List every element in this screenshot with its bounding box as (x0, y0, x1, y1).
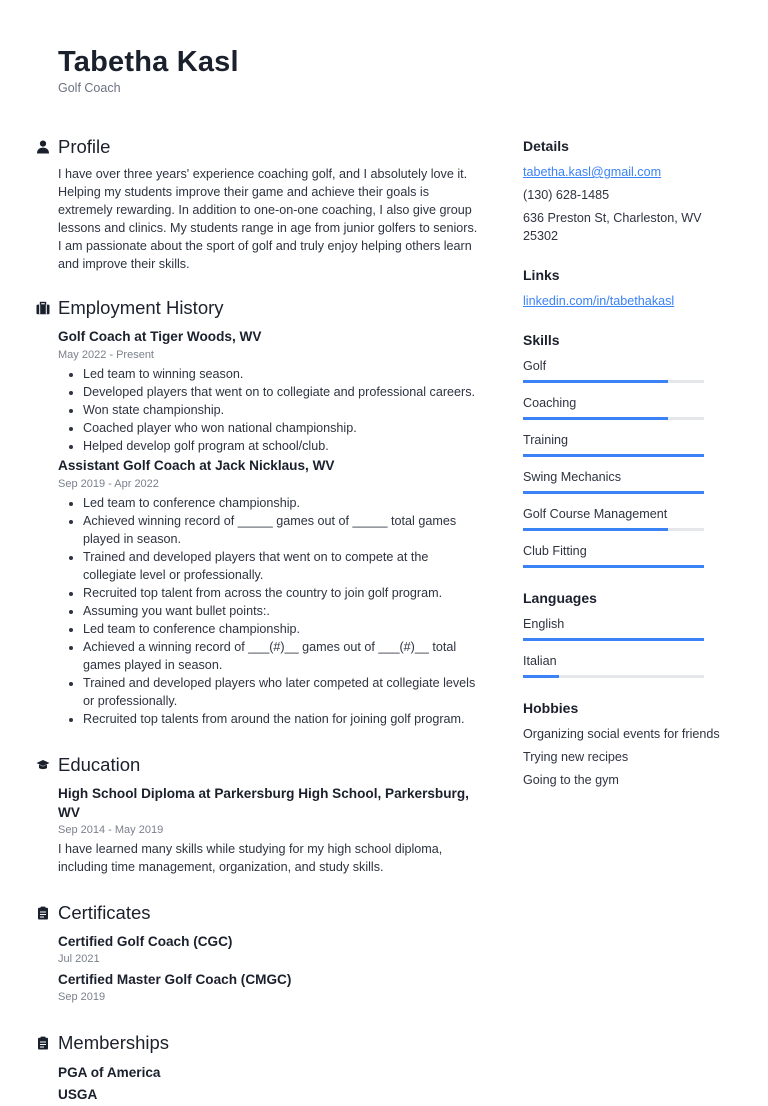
skill-name: Golf Course Management (523, 507, 668, 521)
skill-name: Golf (523, 359, 547, 373)
hobbies-heading: Hobbies (523, 700, 579, 716)
clipboard-icon (36, 1036, 50, 1050)
profile-text: I have over three years' experience coaching golf, and I absolutely love it. Helping my students improve their game and achieve their goals is extremely rewarding. In addition to one-on-one coaching, I also give group lessons and clinics. My students range in age from junior golfers to seniors. I am passionate about the sport of golf and truly enjoy helping others learn and improve their skills. (58, 167, 478, 271)
briefcase-icon (36, 301, 50, 315)
job-title: Golf Coach at Tiger Woods, WV (58, 329, 262, 344)
memberships-heading (58, 1030, 490, 1056)
clipboard-icon (36, 906, 50, 920)
sidebar (523, 137, 723, 789)
education-text: I have learned many skills while studying for my high school diploma, including time management, organization, and study skills. (58, 842, 443, 874)
links-heading: Links (523, 267, 560, 283)
skill-item (523, 468, 723, 494)
hobby-item: Going to the gym (523, 773, 619, 787)
job-bullet: • Led team to conference championship. (83, 494, 483, 512)
skill-name: Club Fitting (523, 544, 587, 558)
profile-heading (58, 134, 490, 160)
skill-bar (523, 565, 704, 568)
details-heading: Details (523, 138, 569, 154)
education-heading (58, 752, 490, 778)
hobby-item: Trying new recipes (523, 750, 629, 764)
language-item (523, 652, 723, 678)
job-date: May 2022 - Present (58, 349, 154, 361)
education-date: Sep 2014 - May 2019 (58, 824, 164, 836)
certificate-title: Certified Master Golf Coach (CMGC) (58, 972, 292, 987)
job-bullets (58, 365, 490, 455)
job-title: Assistant Golf Coach at Jack Nicklaus, WV (58, 458, 335, 473)
job-bullet: • Achieved winning record of _____ games out of _____ total games played in season. (83, 512, 483, 548)
job-bullet: • Achieved a winning record of ___(#)__ games out of ___(#)__ total games played in season. (83, 638, 483, 674)
graduation-cap-icon (36, 758, 50, 772)
job-bullet: • Led team to conference championship. (83, 620, 483, 638)
person-icon (36, 140, 50, 154)
certificate-title: Certified Golf Coach (CGC) (58, 934, 233, 949)
job-bullet: • Assuming you want bullet points:. (83, 602, 483, 620)
linkedin-link[interactable]: linkedin.com/in/tabethakasl (523, 294, 675, 308)
skill-item (523, 357, 723, 383)
candidate-name: Tabetha Kasl (58, 46, 239, 78)
memberships-section (58, 1030, 490, 1106)
job-entry (58, 327, 490, 455)
certificate-date: Jul 2021 (58, 953, 100, 965)
membership-item: PGA of America (58, 1065, 161, 1080)
language-bar (523, 675, 704, 678)
language-name: Italian (523, 654, 557, 668)
address: 636 Preston St, Charleston, WV 25302 (523, 211, 702, 243)
employment-section (58, 295, 490, 728)
employment-heading-text: Employment History (58, 297, 224, 318)
skill-bar (523, 417, 704, 420)
job-bullet: • Coached player who won national championship. (83, 419, 490, 437)
language-name: English (523, 617, 565, 631)
skill-bar (523, 491, 704, 494)
certificates-heading (58, 900, 490, 926)
languages-heading: Languages (523, 590, 597, 606)
education-title: High School Diploma at Parkersburg High School, Parkersburg, WV (58, 786, 469, 820)
job-bullet: • Developed players that went on to collegiate and professional careers. (83, 383, 490, 401)
skill-bar (523, 380, 704, 383)
skill-bar-fill (523, 454, 704, 457)
skill-bar-fill (523, 380, 668, 383)
language-item (523, 615, 723, 641)
skill-bar-fill (523, 417, 668, 420)
skill-item (523, 394, 723, 420)
skill-item (523, 505, 723, 531)
skill-name: Training (523, 433, 569, 447)
language-bar-fill (523, 638, 704, 641)
job-entry (58, 456, 490, 728)
job-date: Sep 2019 - Apr 2022 (58, 478, 159, 490)
languages-section (523, 589, 723, 678)
skills-heading: Skills (523, 332, 560, 348)
job-bullet: • Trained and developed players who later competed at collegiate levels or professionally. (83, 674, 483, 710)
job-bullet: • Trained and developed players that went on to compete at the collegiate level or professionally. (83, 548, 483, 584)
language-bar (523, 638, 704, 641)
job-bullet: • Led team to winning season. (83, 365, 490, 383)
candidate-title: Golf Coach (58, 81, 121, 95)
language-bar-fill (523, 675, 559, 678)
skill-bar (523, 454, 704, 457)
certificates-section (58, 900, 490, 1005)
certificates-heading-text: Certificates (58, 902, 151, 923)
skill-bar (523, 528, 704, 531)
email-link[interactable]: tabetha.kasl@gmail.com (523, 165, 662, 179)
job-bullet: • Recruited top talents from around the nation for joining golf program. (83, 710, 483, 728)
certificate-date: Sep 2019 (58, 991, 106, 1003)
hobbies-section (523, 699, 723, 789)
phone-number: (130) 628-1485 (523, 188, 610, 202)
employment-heading (58, 295, 490, 321)
skills-section (523, 331, 723, 568)
profile-section (58, 134, 490, 273)
education-heading-text: Education (58, 754, 141, 775)
links-section (523, 266, 723, 310)
skill-item (523, 542, 723, 568)
job-bullets (58, 494, 483, 728)
education-section (58, 752, 490, 876)
job-bullet: • Won state championship. (83, 401, 490, 419)
main-column (0, 134, 490, 1106)
details-section (523, 137, 723, 245)
skill-item (523, 431, 723, 457)
skill-name: Coaching (523, 396, 577, 410)
profile-heading-text: Profile (58, 136, 111, 157)
job-bullet: • Recruited top talent from across the country to join golf program. (83, 584, 483, 602)
hobby-item: Organizing social events for friends (523, 727, 720, 741)
memberships-heading-text: Memberships (58, 1032, 170, 1053)
skill-bar-fill (523, 565, 704, 568)
skill-bar-fill (523, 528, 668, 531)
membership-item: USGA (58, 1087, 98, 1102)
skill-name: Swing Mechanics (523, 470, 621, 484)
job-bullet: • Helped develop golf program at school/club. (83, 437, 490, 455)
skill-bar-fill (523, 491, 704, 494)
